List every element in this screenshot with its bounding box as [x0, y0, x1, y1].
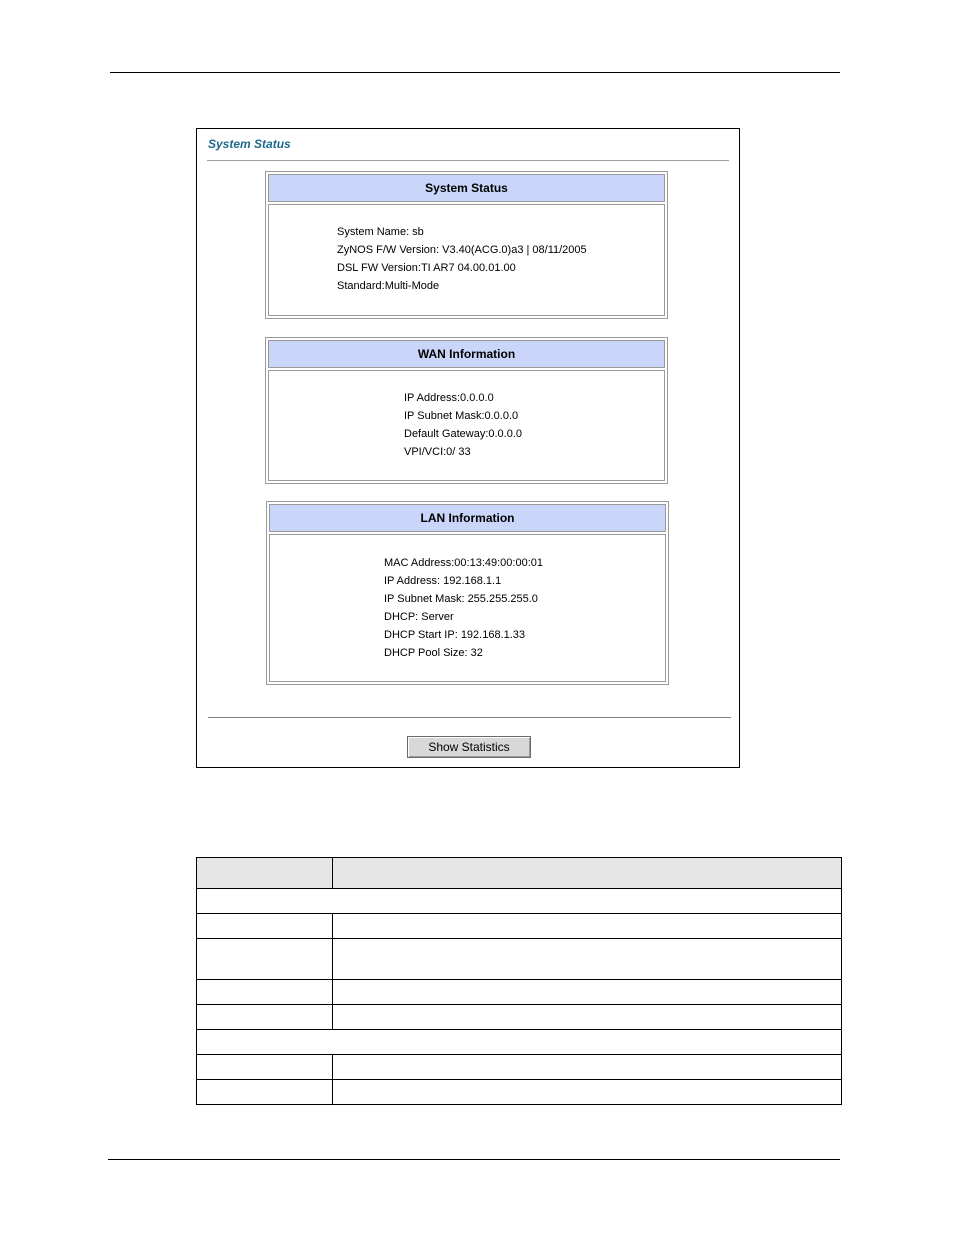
- table-cell: [197, 1055, 333, 1080]
- table-header-cell: [333, 858, 842, 889]
- wan-information-body: [268, 370, 665, 481]
- standard-line: Standard:Multi-Mode: [337, 280, 440, 292]
- table-cell: [333, 1080, 842, 1105]
- system-status-screen: [196, 128, 740, 768]
- lan-information-panel: [266, 501, 669, 685]
- table-cell: [333, 939, 842, 980]
- table-cell: [197, 980, 333, 1005]
- page-footer-rule: [108, 1159, 840, 1160]
- table-cell: [197, 914, 333, 939]
- button-divider: [208, 717, 731, 718]
- table-section-cell: [197, 889, 842, 914]
- lan-mac-address-line: MAC Address:00:13:49:00:00:01: [384, 557, 543, 569]
- table-header-row: [197, 858, 842, 889]
- lan-dhcp-start-ip-line: DHCP Start IP: 192.168.1.33: [384, 629, 526, 641]
- wan-default-gateway-line: Default Gateway:0.0.0.0: [404, 428, 523, 440]
- title-divider: [207, 160, 729, 161]
- system-status-body: [268, 204, 665, 316]
- table-row: [197, 1055, 842, 1080]
- table-section-row: [197, 1030, 842, 1055]
- field-description-table: [196, 857, 842, 1105]
- table-cell: [333, 1005, 842, 1030]
- zynos-version-line: ZyNOS F/W Version: V3.40(ACG.0)a3 | 08/11/2005: [337, 244, 587, 256]
- lan-dhcp-pool-size-line: DHCP Pool Size: 32: [384, 647, 483, 659]
- table-header-cell: [197, 858, 333, 889]
- table-row: [197, 1005, 842, 1030]
- wan-ip-address-line: IP Address:0.0.0.0: [404, 392, 494, 404]
- table-section-row: [197, 889, 842, 914]
- lan-information-body: [269, 534, 666, 682]
- table-cell: [333, 1055, 842, 1080]
- table-row: [197, 939, 842, 980]
- table-row: [197, 914, 842, 939]
- table-cell: [197, 1005, 333, 1030]
- lan-dhcp-line: DHCP: Server: [384, 611, 454, 623]
- wan-vpi-vci-line: VPI/VCI:0/ 33: [404, 446, 471, 458]
- wan-information-panel: [265, 337, 668, 484]
- table-cell: [197, 1080, 333, 1105]
- table-cell: [333, 914, 842, 939]
- dsl-fw-version-line: DSL FW Version:TI AR7 04.00.01.00: [337, 262, 516, 274]
- page-header-rule: [110, 72, 840, 73]
- table-row: [197, 980, 842, 1005]
- table-section-cell: [197, 1030, 842, 1055]
- screen-title: System Status: [208, 137, 291, 151]
- system-name-line: System Name: sb: [337, 226, 424, 238]
- show-statistics-button[interactable]: Show Statistics: [407, 736, 531, 758]
- lan-information-heading: LAN Information: [269, 504, 666, 532]
- table-cell: [197, 939, 333, 980]
- wan-information-heading: WAN Information: [268, 340, 665, 368]
- system-status-heading: System Status: [268, 174, 665, 202]
- table-row: [197, 1080, 842, 1105]
- wan-subnet-mask-line: IP Subnet Mask:0.0.0.0: [404, 410, 519, 422]
- table-cell: [333, 980, 842, 1005]
- lan-subnet-mask-line: IP Subnet Mask: 255.255.255.0: [384, 593, 538, 605]
- system-status-panel: [265, 171, 668, 319]
- lan-ip-address-line: IP Address: 192.168.1.1: [384, 575, 502, 587]
